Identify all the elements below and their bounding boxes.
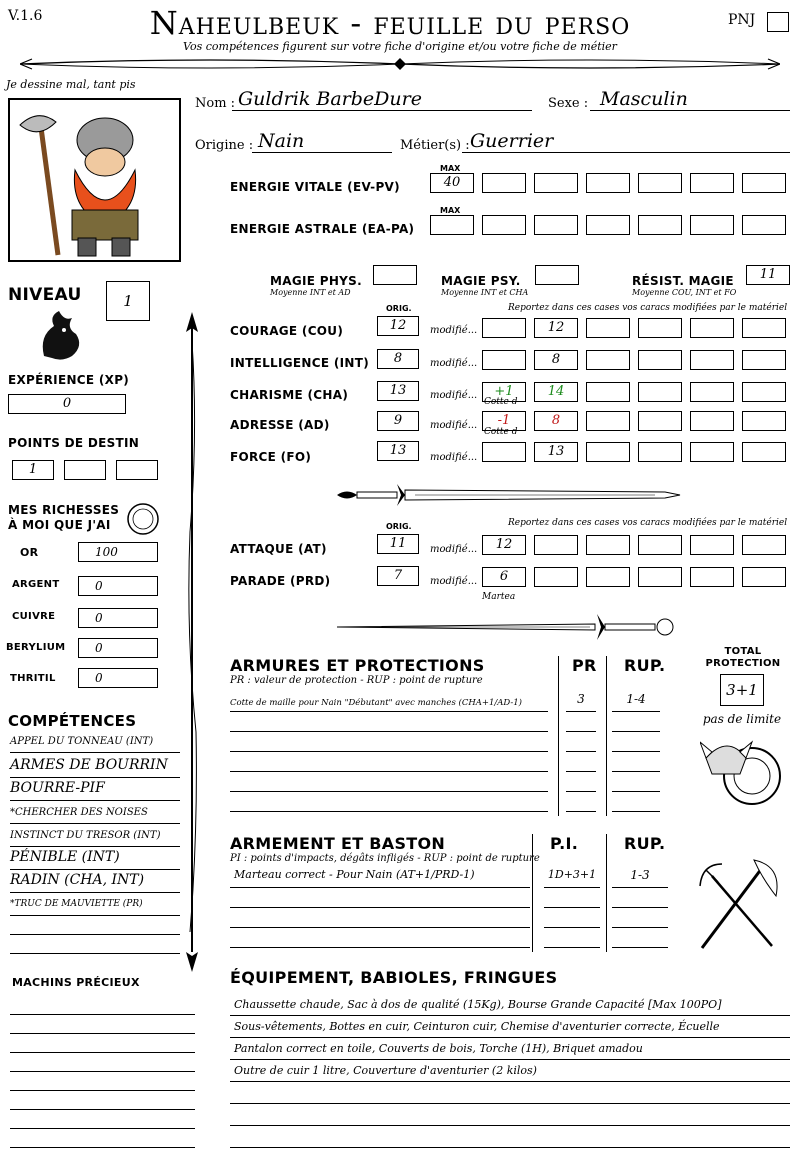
magie-psy-label: MAGIE PSY. (441, 274, 521, 288)
magie-phys-box[interactable] (373, 265, 417, 285)
competences-list (10, 736, 180, 954)
armement-col-pi: P.I. (550, 834, 579, 853)
carac-modifie-label: modifié... (430, 452, 478, 463)
competence-item[interactable]: RADIN (CHA, INT) (10, 872, 180, 893)
equipement-line[interactable]: Pantalon correct en toile, Couverts de bois, Torche (1H), Briquet amadou (230, 1038, 790, 1060)
machin-line[interactable] (10, 1091, 195, 1110)
combat-modifie-label: modifié... (430, 544, 478, 555)
thritil-box[interactable]: 0 (78, 668, 158, 688)
ev-box[interactable] (638, 173, 682, 193)
magie-phys-note: Moyenne INT et AD (270, 288, 351, 297)
machin-line[interactable] (10, 1110, 195, 1129)
berylium-box[interactable]: 0 (78, 638, 158, 658)
carac-val-fo[interactable]: 13 (534, 442, 578, 462)
ea-box[interactable] (586, 215, 630, 235)
machins-label: MACHINS PRÉCIEUX (12, 976, 140, 989)
ea-boxes (430, 215, 786, 235)
carac-box[interactable] (690, 318, 734, 338)
carac-mod-int[interactable] (482, 350, 526, 370)
armure-row[interactable] (230, 692, 676, 712)
competence-blank[interactable] (10, 916, 180, 935)
carac-box[interactable] (638, 442, 682, 462)
or-label: OR (20, 546, 39, 559)
richesses-label-1: MES RICHESSES (8, 503, 120, 517)
combat-box[interactable] (742, 567, 786, 587)
portrait-caption: Je dessine mal, tant pis (6, 78, 136, 91)
pnj-checkbox[interactable] (767, 12, 789, 32)
ev-max-box[interactable]: 40 (430, 173, 474, 193)
header-ornament (20, 56, 780, 72)
ev-boxes (430, 173, 786, 193)
competence-item[interactable]: INSTINCT DU TRESOR (INT) (10, 830, 180, 847)
carac-val-int[interactable]: 8 (534, 350, 578, 370)
combat-box[interactable] (638, 535, 682, 555)
equipement-line[interactable]: Outre de cuir 1 litre, Couverture d'aventurier (2 kilos) (230, 1060, 790, 1082)
arme-rup[interactable]: 1-3 (612, 868, 668, 888)
spear-divider-icon (182, 312, 202, 972)
combat-orig-label: ORIG. (386, 522, 412, 531)
armures-title: ARMURES ET PROTECTIONS (230, 656, 485, 675)
carac-box[interactable] (586, 318, 630, 338)
portrait-frame (8, 98, 181, 262)
carac-label-fo: FORCE (FO) (230, 450, 312, 464)
thritil-label: THRITIL (10, 673, 56, 684)
origine-label: Origine : (195, 138, 254, 153)
carac-orig-cou[interactable]: 12 (377, 316, 419, 336)
metier-field[interactable]: Guerrier (470, 130, 554, 152)
carac-modifie-label: modifié... (430, 390, 478, 401)
equipement-line[interactable]: Sous-vêtements, Bottes en cuir, Ceinturon cuir, Chemise d'aventurier correcte, Écuelle (230, 1016, 790, 1038)
competence-item[interactable]: *CHERCHER DES NOISES (10, 807, 180, 824)
competence-item[interactable]: ARMES DE BOURRIN (10, 757, 180, 778)
metier-label: Métier(s) : (400, 138, 470, 153)
carac-box[interactable] (690, 350, 734, 370)
resist-magie-box[interactable]: 11 (746, 265, 790, 285)
machin-line[interactable] (10, 1015, 195, 1034)
dragon-icon (34, 306, 86, 362)
magie-phys-label: MAGIE PHYS. (270, 274, 362, 288)
armement-subtitle: PI : points d'impacts, dégâts infligés - RUP : point de rupture (230, 853, 540, 864)
attaque-orig[interactable]: 11 (377, 534, 419, 554)
sheet-subtitle: Vos compétences figurent sur votre fiche d'origine et/ou votre fiche de métier (183, 40, 617, 53)
total-protection-label-1: TOTAL (724, 646, 762, 657)
nom-label: Nom : (195, 96, 236, 111)
carac-orig-fo[interactable]: 13 (377, 441, 419, 461)
attaque-boxes (482, 535, 786, 555)
carac-label-ad: ADRESSE (AD) (230, 418, 330, 432)
carac-modifie-label: modifié... (430, 358, 478, 369)
equipement-blank[interactable] (230, 1082, 790, 1104)
carac-box[interactable] (690, 382, 734, 402)
carac-box[interactable] (638, 382, 682, 402)
carac-label-int: INTELLIGENCE (INT) (230, 356, 369, 370)
niveau-label: NIVEAU (8, 285, 82, 305)
experience-label: EXPÉRIENCE (XP) (8, 373, 130, 387)
sexe-label: Sexe : (548, 96, 589, 111)
competence-item[interactable]: APPEL DU TONNEAU (INT) (10, 736, 180, 753)
carac-box[interactable] (638, 350, 682, 370)
sword-icon (335, 480, 685, 510)
armures-rows (230, 692, 676, 812)
carac-box[interactable] (690, 411, 734, 431)
ev-box[interactable] (690, 173, 734, 193)
caracs-orig-label: ORIG. (386, 304, 412, 313)
destin-box[interactable] (116, 460, 158, 480)
carac-mod-cha[interactable]: +1 (482, 382, 526, 402)
machins-lines (10, 996, 195, 1148)
armement-rows (230, 868, 676, 948)
carac-box[interactable] (586, 382, 630, 402)
richesses-label-2: À MOI QUE J'AI (8, 518, 111, 532)
attaque-label: ATTAQUE (AT) (230, 542, 327, 556)
niveau-box[interactable]: 1 (106, 281, 150, 321)
nom-field[interactable]: Guldrik BarbeDure (238, 88, 422, 110)
armement-col-rup: RUP. (624, 834, 666, 853)
carac-box[interactable] (690, 442, 734, 462)
competence-item[interactable]: BOURRE-PIF (10, 780, 180, 801)
carac-boxes-fo (482, 442, 786, 462)
combat-box[interactable] (742, 535, 786, 555)
arme-name[interactable]: Marteau correct - Pour Nain (AT+1/PRD-1) (230, 868, 530, 888)
carac-box[interactable] (586, 442, 630, 462)
arme-pi[interactable]: 1D+3+1 (544, 868, 600, 888)
carac-box[interactable] (742, 382, 786, 402)
ev-box[interactable] (482, 173, 526, 193)
carac-label-cou: COURAGE (COU) (230, 324, 344, 338)
experience-box[interactable]: 0 (8, 394, 126, 414)
destin-label: POINTS DE DESTIN (8, 436, 140, 450)
destin-box[interactable] (64, 460, 106, 480)
carac-box[interactable] (742, 411, 786, 431)
ev-max-label: MAX (440, 164, 461, 173)
combat-box[interactable] (534, 535, 578, 555)
carac-box[interactable] (638, 318, 682, 338)
pnj-label: PNJ (728, 12, 756, 28)
version-label: V.1.6 (8, 8, 43, 24)
carac-box[interactable] (586, 350, 630, 370)
carac-modifie-label: modifié... (430, 325, 478, 336)
competence-item[interactable]: *TRUC DE MAUVIETTE (PR) (10, 899, 180, 916)
carac-boxes-cou (482, 318, 786, 338)
ea-box[interactable] (742, 215, 786, 235)
armures-subtitle: PR : valeur de protection - RUP : point de rupture (230, 675, 483, 686)
armure-rup[interactable]: 1-4 (612, 692, 660, 712)
carac-val-ad[interactable]: 8 (534, 411, 578, 431)
carac-orig-cha[interactable]: 13 (377, 381, 419, 401)
carac-note-cha: Cotte d (484, 397, 518, 407)
armures-col-pr: PR (572, 656, 597, 675)
combat-box[interactable] (638, 567, 682, 587)
carac-boxes-ad (482, 411, 786, 431)
ea-box[interactable] (482, 215, 526, 235)
magie-psy-note: Moyenne INT et CHA (441, 288, 529, 297)
cuivre-label: CUIVRE (12, 611, 56, 622)
combat-box[interactable] (534, 567, 578, 587)
ea-box[interactable] (534, 215, 578, 235)
ev-box[interactable] (586, 173, 630, 193)
competence-blank[interactable] (10, 935, 180, 954)
equipement-title: ÉQUIPEMENT, BABIOLES, FRINGUES (230, 968, 558, 987)
caracs-report-note: Reportez dans ces cases vos caracs modifiées par le matériel (508, 303, 788, 313)
carac-modifie-label: modifié... (430, 420, 478, 431)
parade-boxes (482, 567, 786, 587)
or-box[interactable]: 100 (78, 542, 158, 562)
ea-max-label: MAX (440, 206, 461, 215)
cuivre-box[interactable]: 0 (78, 608, 158, 628)
total-protection-label-2: PROTECTION (705, 658, 781, 669)
argent-label: ARGENT (12, 579, 60, 590)
ea-box[interactable] (690, 215, 734, 235)
parade-label: PARADE (PRD) (230, 574, 331, 588)
berylium-label: BERYLIUM (6, 642, 66, 653)
sheet-title: Naheulbeuk - feuille du perso (149, 4, 631, 42)
ea-box[interactable] (638, 215, 682, 235)
equipement-blank[interactable] (230, 1104, 790, 1126)
armement-title: ARMEMENT ET BASTON (230, 834, 446, 853)
magie-psy-box[interactable] (535, 265, 579, 285)
helmet-shield-icon (700, 728, 784, 812)
machin-line[interactable] (10, 1053, 195, 1072)
arme-row[interactable] (230, 868, 676, 888)
total-protection-box[interactable]: 3+1 (720, 674, 764, 706)
carac-box[interactable] (586, 411, 630, 431)
carac-box[interactable] (742, 442, 786, 462)
equipement-lines (230, 994, 790, 1148)
carac-mod-fo[interactable] (482, 442, 526, 462)
carac-orig-ad[interactable]: 9 (377, 411, 419, 431)
combat-box[interactable] (586, 567, 630, 587)
machin-line[interactable] (10, 1129, 195, 1148)
equipement-blank[interactable] (230, 1126, 790, 1148)
combat-box[interactable] (690, 567, 734, 587)
ea-label: ENERGIE ASTRALE (EA-PA) (230, 222, 415, 236)
sword-icon (335, 612, 685, 642)
origine-field[interactable]: Nain (258, 130, 305, 152)
equipement-line[interactable]: Chaussette chaude, Sac à dos de qualité (15Kg), Bourse Grande Capacité [Max 100PO] (230, 994, 790, 1016)
combat-box[interactable] (586, 535, 630, 555)
attaque-val[interactable]: 12 (482, 535, 526, 555)
combat-modifie-label: modifié... (430, 576, 478, 587)
ev-box[interactable] (742, 173, 786, 193)
total-protection-note: pas de limite (702, 712, 782, 726)
competences-label: COMPÉTENCES (8, 712, 137, 730)
resist-magie-label: RÉSIST. MAGIE (632, 274, 734, 288)
armure-name[interactable]: Cotte de maille pour Nain "Débutant" avec manches (CHA+1/AD-1) (230, 692, 548, 712)
dwarf-portrait-icon (10, 100, 179, 260)
combat-report-note: Reportez dans ces cases vos caracs modifiées par le matériel (508, 518, 788, 528)
carac-box[interactable] (742, 350, 786, 370)
parade-val[interactable]: 6 (482, 567, 526, 587)
machin-line[interactable] (10, 1072, 195, 1091)
carac-val-cou[interactable]: 12 (534, 318, 578, 338)
parade-orig[interactable]: 7 (377, 566, 419, 586)
combat-box[interactable] (690, 535, 734, 555)
armures-col-rup: RUP. (624, 656, 666, 675)
armure-pr[interactable]: 3 (566, 692, 596, 712)
carac-orig-int[interactable]: 8 (377, 349, 419, 369)
argent-box[interactable]: 0 (78, 576, 158, 596)
carac-label-cha: CHARISME (CHA) (230, 388, 349, 402)
ea-max-box[interactable] (430, 215, 474, 235)
carac-boxes-int (482, 350, 786, 370)
coin-icon (126, 502, 160, 536)
carac-box[interactable] (742, 318, 786, 338)
resist-magie-note: Moyenne COU, INT et FO (632, 288, 737, 297)
carac-val-cha[interactable]: 14 (534, 382, 578, 402)
parade-note: Martea (482, 592, 516, 602)
carac-box[interactable] (638, 411, 682, 431)
sexe-field[interactable]: Masculin (600, 88, 688, 110)
machin-line[interactable] (10, 1034, 195, 1053)
carac-boxes-cha (482, 382, 786, 402)
carac-mod-cou[interactable] (482, 318, 526, 338)
machin-line[interactable] (10, 996, 195, 1015)
carac-mod-ad[interactable]: -1 (482, 411, 526, 431)
destin-box[interactable]: 1 (12, 460, 54, 480)
ev-box[interactable] (534, 173, 578, 193)
carac-note-ad: Cotte d (484, 427, 518, 437)
weapons-icon (692, 856, 788, 956)
competence-item[interactable]: PÉNIBLE (INT) (10, 849, 180, 870)
ev-label: ENERGIE VITALE (EV-PV) (230, 180, 400, 194)
